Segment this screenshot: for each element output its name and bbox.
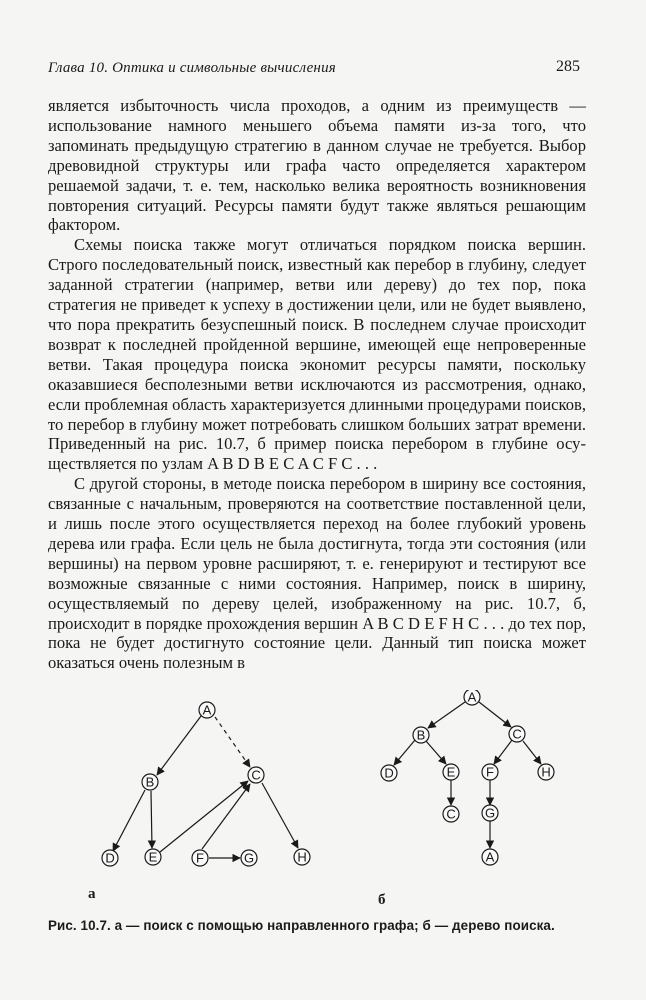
- svg-text:H: H: [541, 764, 551, 780]
- tree-b-edges: [394, 702, 541, 848]
- graph-a-node-E: [145, 849, 161, 865]
- svg-text:C: C: [251, 767, 261, 783]
- graph-a-node-G: [241, 850, 257, 866]
- edge-b-A-B: [428, 702, 465, 728]
- svg-text:E: E: [148, 849, 158, 865]
- tree-b-node-A-leaf: [482, 849, 498, 865]
- tree-b-node-B: [413, 727, 429, 743]
- svg-text:C: C: [446, 806, 456, 822]
- svg-text:E: E: [446, 764, 456, 780]
- svg-text:A: A: [202, 702, 212, 718]
- graph-a-edges: [113, 716, 298, 858]
- edge-b-C-F: [494, 740, 512, 764]
- svg-text:D: D: [384, 765, 394, 781]
- svg-text:G: G: [243, 850, 255, 866]
- running-header: Глава 10. Оптика и символьные вычисления: [48, 60, 336, 76]
- svg-text:B: B: [416, 727, 426, 743]
- svg-text:F: F: [196, 850, 204, 866]
- figure-drawing: [0, 690, 646, 920]
- edge-b-B-D: [394, 740, 415, 765]
- graph-a-node-B: [142, 774, 158, 790]
- subfigure-label-b: б: [378, 892, 386, 908]
- tree-b-node-H: [538, 764, 554, 780]
- svg-text:A: A: [467, 690, 477, 705]
- paragraph-1: является избыточность числа проходов, а одним из преимуществ — использование намного меньшего объема памяти из-за того, что запоминать предыдущую стратегию в данном случае не требуется. Выбор древовидной структуры или графа часто определяется характером решаемой задачи, т. е. тем, насколько велика вероятность возникновения повторения ситуаций. Ресурсы памяти будут также являться решающим фактором.: [48, 96, 586, 235]
- tree-b-node-C: [509, 726, 525, 742]
- svg-text:D: D: [105, 850, 115, 866]
- edge-a-B-D: [113, 790, 145, 851]
- tree-b-node-D: [381, 765, 397, 781]
- tree-b-node-E: [443, 764, 459, 780]
- paragraph-3: С другой стороны, в методе поиска перебором в ширину все состояния, связанные с начальным, проверяются на соответствие поставленной цели, и лишь после этого осуществляется переход на более глубокий уровень дерева или графа. Если цель не была достигнута, тогда эти состояния (или вершины) на первом уровне расширяют, т. е. генерируют и тестируют все возможные связанные с ними состояния. Например, поиск в ширину, осуществляемый по дереву целей, изображенному на рис. 10.7, б, происходит в порядке прохождения вершин A B C D E F H C . . . до тех пор, пока не будет достигнуто состояние цели. Данный тип поиска может оказаться очень полезным в: [48, 474, 586, 673]
- graph-a-node-H: [294, 849, 310, 865]
- edge-a-E-C: [160, 781, 248, 852]
- body-text: [48, 96, 586, 673]
- edge-b-A-C: [479, 702, 511, 727]
- graph-a-node-A: [199, 702, 215, 718]
- edge-a-B-E: [151, 791, 152, 848]
- svg-text:A: A: [485, 849, 495, 865]
- subfigure-label-a: а: [88, 886, 96, 902]
- tree-b-node-F: [482, 764, 498, 780]
- svg-text:B: B: [145, 774, 155, 790]
- svg-text:C: C: [512, 726, 522, 742]
- graph-a-node-C: [248, 767, 264, 783]
- figure-caption: Рис. 10.7. а — поиск с помощью направленного графа; б — дерево поиска.: [48, 918, 555, 933]
- tree-b-node-G: [482, 805, 498, 821]
- tree-b-node-C-leaf: [443, 806, 459, 822]
- svg-text:G: G: [484, 805, 496, 821]
- paragraph-2: Схемы поиска также могут отличаться порядком поиска вершин. Строго последовательный поиск, известный как перебор в глубину, следует заданной стратегии (например, ветви или дереву) до тех пор, пока стратегия не приведет к успеху в достижении цели, или не будет выявлено, что пора прекратить безуспешный поиск. В последнем случае происходит возврат к последней пройденной вершине, имеющей еще непроверенные ветви. Такая процедура поиска экономит ресурсы памяти, поскольку оказавшиеся бесполезными ветви исключаются из рассмотрения, однако, если проблемная область характеризуется длинными процедурами поисков, то перебор в глубину может потребовать слишком больших затрат времени. Приведенный на рис. 10.7, б пример поиска перебором в глубине осуществляется по узлам A B D B E C A C F C . . .: [48, 235, 586, 474]
- tree-b-node-A-root: [464, 690, 480, 705]
- edge-a-F-C: [202, 784, 250, 849]
- edge-a-C-H: [262, 783, 298, 848]
- edge-b-B-E: [426, 741, 446, 764]
- page-number: 285: [556, 58, 580, 75]
- svg-text:F: F: [486, 764, 494, 780]
- graph-a-node-F: [192, 850, 208, 866]
- edge-b-C-H: [523, 741, 541, 764]
- figure-10-7: [0, 690, 646, 940]
- svg-text:H: H: [297, 849, 307, 865]
- edge-a-A-C: [215, 717, 250, 767]
- edge-a-A-B: [157, 716, 201, 775]
- graph-a-node-D: [102, 850, 118, 866]
